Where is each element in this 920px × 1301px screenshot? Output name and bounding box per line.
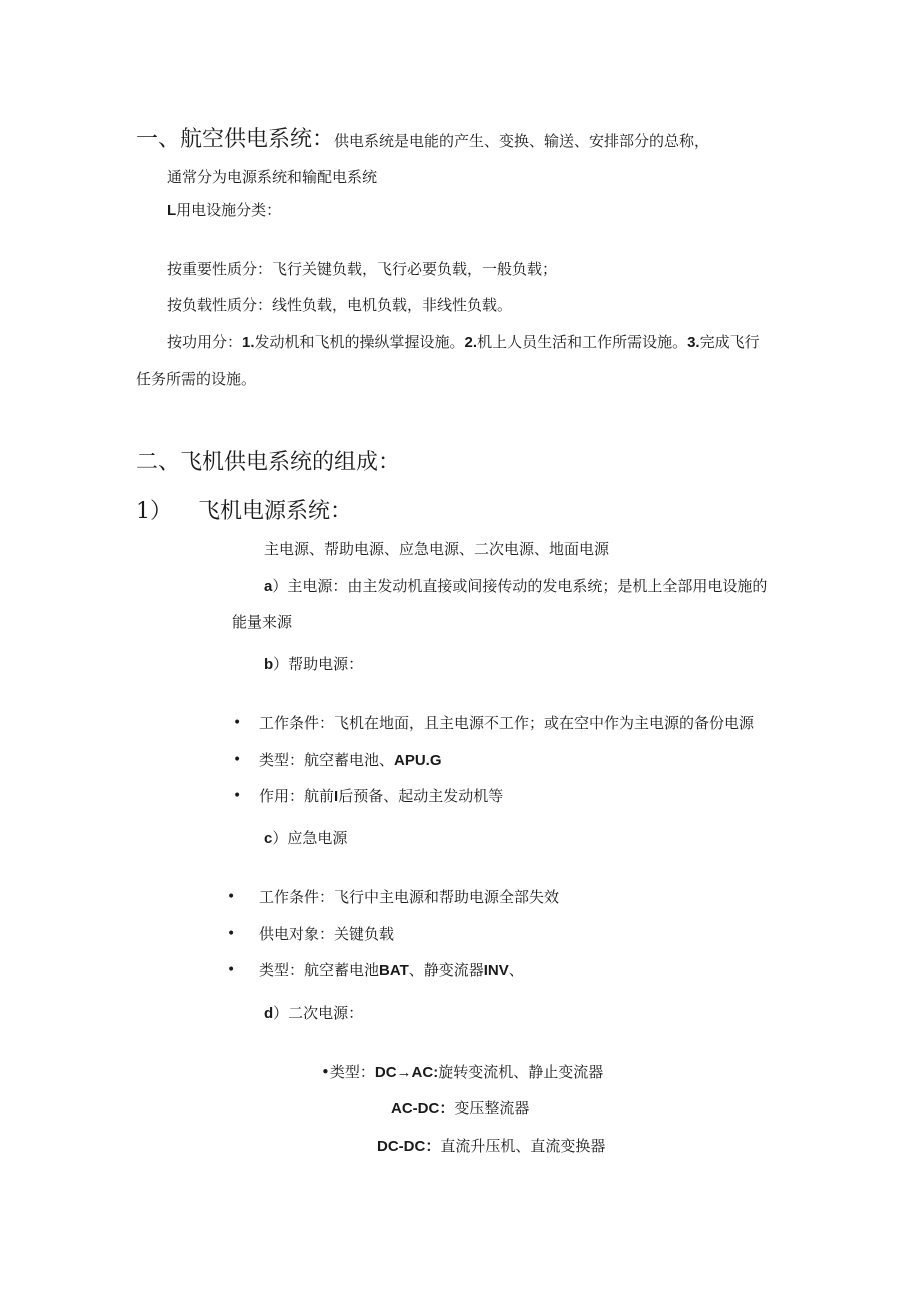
d-type-line-2 — [391, 1098, 529, 1119]
c-bullet-2: 供电对象：关键负载 — [259, 925, 395, 943]
item-c-line — [264, 828, 347, 849]
subsection1-number: 1） — [136, 499, 172, 524]
section1-heading: 一、航空供电系统： — [136, 127, 335, 152]
power-sources-list: 主电源、帮助电源、应急电源、二次电源、地面电源 — [264, 540, 610, 558]
item-c-text: ）应急电源 — [272, 829, 348, 847]
section1-intro: 供电系统是电能的产生、变换、输送、安排部分的总称， — [334, 132, 710, 150]
function-text-3: 完成飞行 — [699, 333, 760, 351]
b-bullet-3-text2: 后预备、起动主发动机等 — [338, 787, 504, 805]
subhead-text: 用电设施分类： — [176, 201, 282, 219]
item-a-text: ）主电源：由主发动机直接或间接传动的发电系统；是机上全部用电设施的 — [272, 577, 768, 595]
d-type3-text: 直流升压机、直流变换器 — [440, 1137, 606, 1155]
section1-line2: 通常分为电源系统和输配电系统 — [167, 168, 378, 186]
item-b-line — [264, 654, 363, 675]
function-number-3: 3. — [687, 334, 700, 351]
section1-subhead — [167, 200, 281, 221]
function-prefix: 按功用分： — [167, 333, 243, 351]
function-text-1: 发动机和飞机的操纵掌握设施。 — [254, 333, 465, 351]
function-line — [167, 332, 760, 353]
b-bullet-2-bold: APU.G — [394, 752, 442, 769]
importance-line: 按重要性质分：飞行关键负载，飞行必要负载，一般负载； — [167, 260, 558, 278]
item-a-label: a — [264, 578, 273, 595]
item-c-label: c — [264, 830, 273, 847]
section2-heading: 二、飞机供电系统的组成： — [136, 450, 401, 475]
bullet-b2: • — [233, 752, 242, 768]
function-text-2: 机上人员生活和工作所需设施。 — [477, 333, 688, 351]
function-continuation: 任务所需的设施。 — [136, 370, 257, 388]
subsection1-title: 飞机电源系统： — [198, 499, 353, 524]
d-type-prefix: •类型： — [321, 1063, 375, 1081]
load-type-line: 按负载性质分：线性负载，电机负载，非线性负载。 — [167, 296, 513, 314]
bullet-b3: • — [233, 788, 242, 804]
c-bullet-3-text3: 、 — [508, 961, 524, 979]
bullet-c2: • — [227, 926, 236, 942]
d-type2-code: AC-DC： — [391, 1100, 455, 1117]
section1-heading-line — [136, 126, 709, 154]
item-b-label: b — [264, 656, 274, 673]
d-type3-code: DC-DC： — [377, 1138, 441, 1155]
item-b-text: ）帮助电源： — [273, 655, 364, 673]
item-d-line — [264, 1003, 363, 1024]
b-bullet-2 — [259, 750, 442, 771]
item-a-continuation: 能量来源 — [232, 613, 293, 631]
c-bullet-3-bold1: BAT — [379, 962, 409, 979]
c-bullet-3-text2: 、静变流器 — [408, 961, 484, 979]
item-d-label: d — [264, 1005, 274, 1022]
b-bullet-1: 工作条件：飞机在地面，且主电源不工作；或在空中作为主电源的备份电源 — [259, 714, 755, 732]
function-number-2: 2. — [464, 334, 478, 351]
b-bullet-3 — [259, 786, 503, 807]
c-bullet-1: 工作条件：飞行中主电源和帮助电源全部失效 — [259, 888, 560, 906]
bullet-c3: • — [227, 962, 236, 978]
c-bullet-3-text: 类型：航空蓄电池 — [259, 961, 380, 979]
d-type2-text: 变压整流器 — [454, 1099, 530, 1117]
b-bullet-3-bold: I — [334, 788, 339, 805]
b-bullet-2-text: 类型：航空蓄电池、 — [259, 751, 395, 769]
c-bullet-3-bold2: INV — [483, 962, 509, 979]
b-bullet-3-text: 作用：航前 — [259, 787, 335, 805]
d-type-line-1 — [321, 1062, 603, 1083]
d-type1-code: DC→AC: — [374, 1064, 439, 1081]
bullet-b1: • — [233, 715, 242, 731]
c-bullet-3 — [259, 960, 524, 981]
d-type-line-3 — [377, 1136, 605, 1157]
bullet-c1: • — [227, 889, 236, 905]
d-type1-text: 旋转变流机、静止变流器 — [438, 1063, 604, 1081]
item-a-line — [264, 576, 767, 597]
function-number-1: 1. — [242, 334, 255, 351]
item-d-text: ）二次电源： — [273, 1004, 364, 1022]
subhead-number: L — [167, 202, 177, 219]
